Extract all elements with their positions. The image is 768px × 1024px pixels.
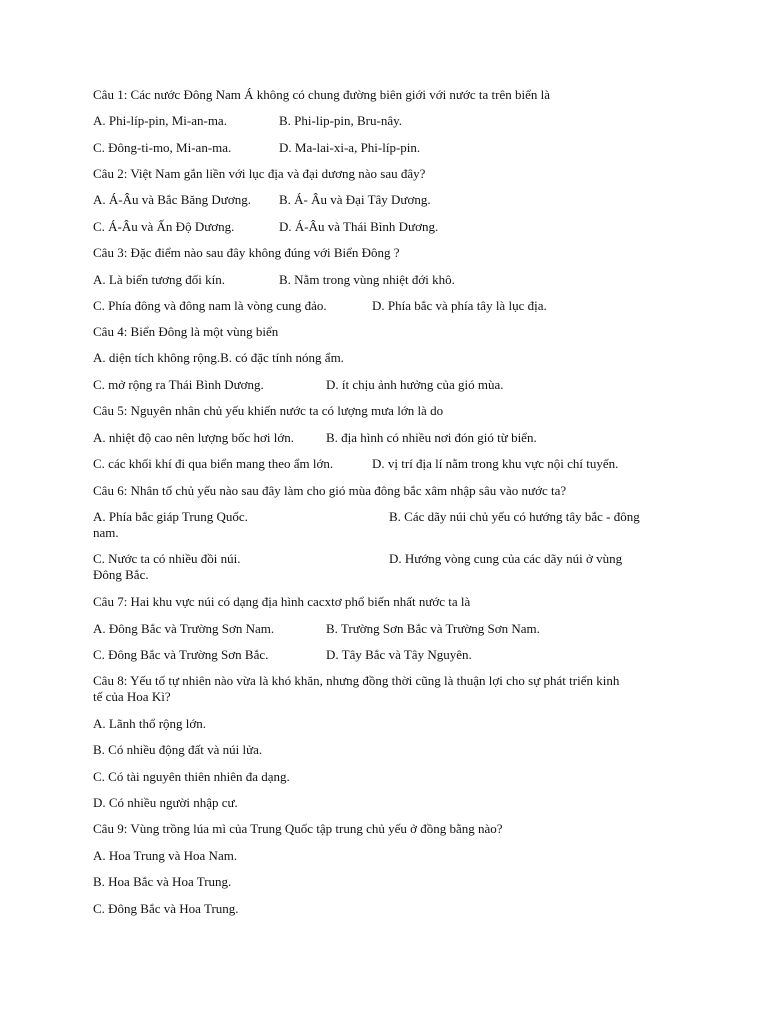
question-7-option-a: A. Đông Bắc và Trường Sơn Nam. (93, 621, 275, 636)
question-1-option-b: B. Phi-lip-pin, Bru-nây. (279, 113, 403, 128)
question-3-option-b: B. Nằm trong vùng nhiệt đới khô. (279, 272, 455, 287)
question-6-option-a: A. Phía bắc giáp Trung Quốc. (93, 509, 248, 524)
question-7-option-c: C. Đông Bắc và Trường Sơn Bắc. (93, 647, 269, 662)
question-4-option-d: D. ít chịu ảnh hưởng của gió mùa. (326, 377, 504, 392)
question-6-option-b-line-2: nam. (93, 525, 119, 540)
question-5-option-a: A. nhiệt độ cao nên lượng bốc hơi lớn. (93, 430, 294, 445)
question-8-option-d: D. Có nhiều người nhập cư. (93, 795, 238, 810)
question-8-option-c: C. Có tài nguyên thiên nhiên đa dạng. (93, 769, 290, 784)
question-6-option-c: C. Nước ta có nhiều đồi núi. (93, 551, 241, 566)
question-6-option-d-line-1: D. Hướng vòng cung của các dãy núi ở vùng (389, 551, 623, 566)
question-8-option-a: A. Lãnh thổ rộng lớn. (93, 716, 207, 731)
question-9-option-b: B. Hoa Bắc và Hoa Trung. (93, 874, 232, 889)
question-1-stem: Câu 1: Các nước Đông Nam Á không có chung đường biên giới với nước ta trên biển là (93, 87, 550, 102)
question-7-option-d: D. Tây Bắc và Tây Nguyên. (326, 647, 472, 662)
question-3-option-d: D. Phía bắc và phía tây là lục địa. (372, 298, 547, 313)
question-2-option-a: A. Á-Âu và Bắc Băng Dương. (93, 192, 251, 207)
question-8-stem-line-2: tế của Hoa Kì? (93, 689, 171, 704)
question-2-option-b: B. Á- Âu và Đại Tây Dương. (279, 192, 431, 207)
question-2-option-c: C. Á-Âu và Ấn Độ Dương. (93, 219, 235, 234)
question-5-option-b: B. địa hình có nhiều nơi đón gió từ biển. (326, 430, 537, 445)
question-6-stem: Câu 6: Nhân tố chủ yếu nào sau đây làm cho gió mùa đông bắc xâm nhập sâu vào nước ta? (93, 483, 567, 498)
question-3-option-c: C. Phía đông và đông nam là vòng cung đảo. (93, 298, 327, 313)
question-9-stem: Câu 9: Vùng trồng lúa mì của Trung Quốc tập trung chủ yếu ở đồng bằng nào? (93, 821, 503, 836)
question-3-option-a: A. Là biển tương đối kín. (93, 272, 225, 287)
question-5-option-d: D. vị trí địa lí nằm trong khu vực nội chí tuyến. (372, 456, 619, 471)
question-5-stem: Câu 5: Nguyên nhân chủ yếu khiến nước ta có lượng mưa lớn là do (93, 403, 444, 418)
question-5-option-c: C. các khối khí đi qua biển mang theo ẩm lớn. (93, 456, 334, 471)
question-3-stem: Câu 3: Đặc điểm nào sau đây không đúng với Biển Đông ? (93, 245, 400, 260)
question-1-option-a: A. Phi-líp-pin, Mi-an-ma. (93, 113, 227, 128)
question-4-options-ab: A. diện tích không rộng.B. có đặc tính nóng ẩm. (93, 350, 344, 365)
question-7-stem: Câu 7: Hai khu vực núi có dạng địa hình cacxtơ phổ biến nhất nước ta là (93, 594, 471, 609)
question-9-option-a: A. Hoa Trung và Hoa Nam. (93, 848, 238, 863)
question-2-stem: Câu 2: Việt Nam gắn liền với lục địa và đại dương nào sau đây? (93, 166, 426, 181)
question-1-option-c: C. Đông-ti-mo, Mi-an-ma. (93, 140, 232, 155)
question-7-option-b: B. Trường Sơn Bắc và Trường Sơn Nam. (326, 621, 540, 636)
question-2-option-d: D. Á-Âu và Thái Bình Dương. (279, 219, 439, 234)
question-4-stem: Câu 4: Biển Đông là một vùng biển (93, 324, 279, 339)
question-6-option-b-line-1: B. Các dãy núi chủ yếu có hướng tây bắc - đông (389, 509, 640, 524)
question-6-option-d-line-2: Đông Bắc. (93, 567, 149, 582)
question-9-option-c: C. Đông Bắc và Hoa Trung. (93, 901, 239, 916)
question-8-stem-line-1: Câu 8: Yếu tố tự nhiên nào vừa là khó khăn, nhưng đồng thời cũng là thuận lợi cho sự phát triển kinh (93, 673, 620, 688)
question-4-option-c: C. mở rộng ra Thái Bình Dương. (93, 377, 264, 392)
question-8-option-b: B. Có nhiều động đất và núi lửa. (93, 742, 263, 757)
question-1-option-d: D. Ma-lai-xi-a, Phi-líp-pin. (279, 140, 421, 155)
